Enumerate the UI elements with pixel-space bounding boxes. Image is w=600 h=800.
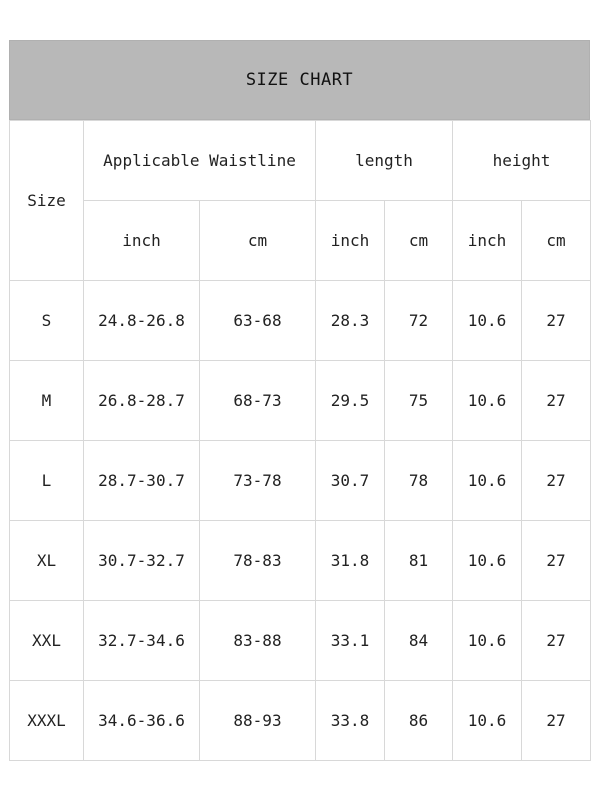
waist-inch-cell: 34.6-36.6: [84, 681, 200, 761]
waist-cm-cell: 88-93: [200, 681, 316, 761]
height-header: height: [453, 121, 591, 201]
waist-inch-cell: 30.7-32.7: [84, 521, 200, 601]
height-cm-cell: 27: [522, 521, 591, 601]
length-cm-cell: 86: [385, 681, 453, 761]
size-table: [9, 120, 591, 761]
unit-header-waist-cm: cm: [200, 201, 316, 281]
height-inch-cell: 10.6: [453, 681, 522, 761]
length-cm-cell: 75: [385, 361, 453, 441]
height-inch-cell: 10.6: [453, 601, 522, 681]
size-cell: XL: [10, 521, 84, 601]
unit-header-waist-inch: inch: [84, 201, 200, 281]
height-cm-cell: 27: [522, 281, 591, 361]
unit-header-length-inch: inch: [316, 201, 385, 281]
height-inch-cell: 10.6: [453, 521, 522, 601]
height-inch-cell: 10.6: [453, 281, 522, 361]
table-row: [10, 281, 591, 361]
length-cm-cell: 78: [385, 441, 453, 521]
size-cell: M: [10, 361, 84, 441]
unit-header-height-cm: cm: [522, 201, 591, 281]
waistline-header: Applicable Waistline: [84, 121, 316, 201]
waist-cm-cell: 78-83: [200, 521, 316, 601]
chart-title: SIZE CHART: [9, 40, 590, 120]
length-inch-cell: 33.1: [316, 601, 385, 681]
length-cm-cell: 84: [385, 601, 453, 681]
length-inch-cell: 33.8: [316, 681, 385, 761]
height-inch-cell: 10.6: [453, 441, 522, 521]
header-row-groups: [10, 121, 591, 201]
table-row: [10, 521, 591, 601]
length-cm-cell: 72: [385, 281, 453, 361]
waist-inch-cell: 26.8-28.7: [84, 361, 200, 441]
length-header: length: [316, 121, 453, 201]
table-row: [10, 601, 591, 681]
size-cell: XXL: [10, 601, 84, 681]
unit-header-length-cm: cm: [385, 201, 453, 281]
waist-cm-cell: 68-73: [200, 361, 316, 441]
size-header: Size: [10, 121, 84, 281]
table-row: [10, 441, 591, 521]
length-inch-cell: 31.8: [316, 521, 385, 601]
height-inch-cell: 10.6: [453, 361, 522, 441]
height-cm-cell: 27: [522, 681, 591, 761]
size-cell: S: [10, 281, 84, 361]
waist-cm-cell: 73-78: [200, 441, 316, 521]
waist-inch-cell: 32.7-34.6: [84, 601, 200, 681]
length-cm-cell: 81: [385, 521, 453, 601]
table-row: [10, 361, 591, 441]
waist-cm-cell: 63-68: [200, 281, 316, 361]
table-row: [10, 681, 591, 761]
height-cm-cell: 27: [522, 441, 591, 521]
length-inch-cell: 30.7: [316, 441, 385, 521]
unit-header-height-inch: inch: [453, 201, 522, 281]
length-inch-cell: 28.3: [316, 281, 385, 361]
waist-inch-cell: 28.7-30.7: [84, 441, 200, 521]
header-row-units: [10, 201, 591, 281]
length-inch-cell: 29.5: [316, 361, 385, 441]
height-cm-cell: 27: [522, 361, 591, 441]
waist-cm-cell: 83-88: [200, 601, 316, 681]
size-chart: [9, 40, 590, 761]
height-cm-cell: 27: [522, 601, 591, 681]
size-cell: L: [10, 441, 84, 521]
size-cell: XXXL: [10, 681, 84, 761]
waist-inch-cell: 24.8-26.8: [84, 281, 200, 361]
